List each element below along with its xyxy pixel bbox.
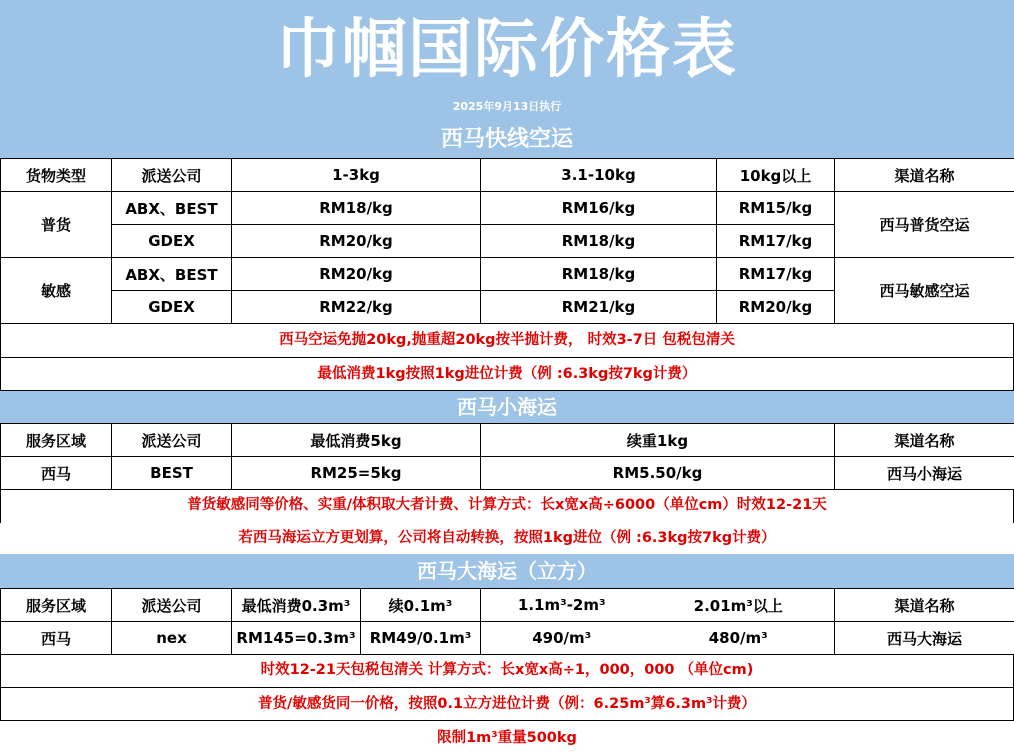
header-minimum-charge: 最低消费0.3m³: [232, 589, 361, 622]
big-sea-note-2: 普货/敏感货同一价格，按照0.1立方进位计费（例：6.25m³算6.3m³计费）: [0, 688, 1014, 721]
header-service-area: 服务区域: [1, 424, 112, 457]
page-title: 巾帼国际价格表: [276, 13, 738, 87]
header-tier-2m3-plus: 2.01m³以上: [643, 589, 835, 622]
big-sea-note-3: 限制1m³重量500kg: [437, 730, 577, 746]
channel-name: 西马小海运: [835, 457, 1014, 490]
header-additional-weight: 续重1kg: [481, 424, 835, 457]
price-cell: RM25=5kg: [232, 457, 481, 490]
table-row: [1, 192, 1014, 225]
header-additional-volume: 续0.1m³: [361, 589, 481, 622]
header-delivery-company: 派送公司: [112, 424, 232, 457]
header-tier-3-10kg: 3.1-10kg: [481, 159, 717, 192]
price-cell: 480/m³: [643, 622, 835, 655]
table-row: [1, 258, 1014, 291]
price-cell: RM18/kg: [481, 225, 717, 258]
effective-date: 2025年9月13日执行: [452, 100, 562, 113]
delivery-company: nex: [112, 622, 232, 655]
price-cell: RM20/kg: [717, 291, 835, 324]
table-row: [1, 622, 1014, 655]
header-tier-1-3kg: 1-3kg: [232, 159, 481, 192]
big-sea-price-table: [0, 588, 1014, 655]
air-note-2: 最低消费1kg按照1kg进位计费（例 :6.3kg按7kg计费）: [0, 358, 1014, 391]
price-cell: RM20/kg: [232, 258, 481, 291]
price-cell: RM18/kg: [481, 258, 717, 291]
price-cell: RM49/0.1m³: [361, 622, 481, 655]
small-sea-price-table: [0, 423, 1014, 490]
small-sea-note-2: 若西马海运立方更划算，公司将自动转换，按照1kg进位（例 :6.3kg按7kg计费）: [238, 530, 776, 546]
header-service-area: 服务区域: [1, 589, 112, 622]
price-cell: RM21/kg: [481, 291, 717, 324]
delivery-company: GDEX: [112, 291, 232, 324]
delivery-company: GDEX: [112, 225, 232, 258]
delivery-company: BEST: [112, 457, 232, 490]
channel-name: 西马普货空运: [835, 192, 1014, 258]
price-cell: RM22/kg: [232, 291, 481, 324]
big-sea-section-title: 西马大海运（立方）: [0, 554, 1014, 588]
price-cell: RM17/kg: [717, 258, 835, 291]
channel-name: 西马敏感空运: [835, 258, 1014, 324]
small-sea-section-title: 西马小海运: [0, 391, 1014, 424]
price-cell: RM17/kg: [717, 225, 835, 258]
price-cell: RM18/kg: [232, 192, 481, 225]
delivery-company: ABX、BEST: [112, 258, 232, 291]
price-cell: RM20/kg: [232, 225, 481, 258]
header-delivery-company: 派送公司: [112, 159, 232, 192]
small-sea-note-1: 普货敏感同等价格、实重/体积取大者计费、计算方式：长x宽x高÷6000（单位cm）时效12-21天: [0, 489, 1014, 523]
delivery-company: ABX、BEST: [112, 192, 232, 225]
price-cell: RM15/kg: [717, 192, 835, 225]
air-note-1: 西马空运免抛20kg,抛重超20kg按半抛计费， 时效3-7日 包税包清关: [0, 324, 1014, 358]
header-cargo-type: 货物类型: [1, 159, 112, 192]
price-cell: RM5.50/kg: [481, 457, 835, 490]
big-sea-note-1: 时效12-21天包税包清关 计算方式：长x宽x高÷1，000，000 （单位cm): [0, 654, 1014, 688]
price-cell: 490/m³: [481, 622, 643, 655]
channel-name: 西马大海运: [835, 622, 1014, 655]
header-minimum-charge: 最低消费5kg: [232, 424, 481, 457]
header-tier-1-2m3: 1.1m³-2m³: [481, 589, 643, 622]
big-sea-header-row: [1, 589, 1014, 622]
service-area: 西马: [1, 622, 112, 655]
air-header-row: [1, 159, 1014, 192]
table-row: [1, 457, 1014, 490]
air-price-table: [0, 158, 1014, 324]
header-channel-name: 渠道名称: [835, 424, 1014, 457]
price-cell: RM145=0.3m³: [232, 622, 361, 655]
cargo-type-general: 普货: [1, 192, 112, 258]
header-channel-name: 渠道名称: [835, 159, 1014, 192]
price-cell: RM16/kg: [481, 192, 717, 225]
air-section-title: 西马快线空运: [0, 122, 1014, 158]
service-area: 西马: [1, 457, 112, 490]
small-sea-header-row: [1, 424, 1014, 457]
header-tier-10kg-plus: 10kg以上: [717, 159, 835, 192]
header-delivery-company: 派送公司: [112, 589, 232, 622]
header-channel-name: 渠道名称: [835, 589, 1014, 622]
cargo-type-sensitive: 敏感: [1, 258, 112, 324]
